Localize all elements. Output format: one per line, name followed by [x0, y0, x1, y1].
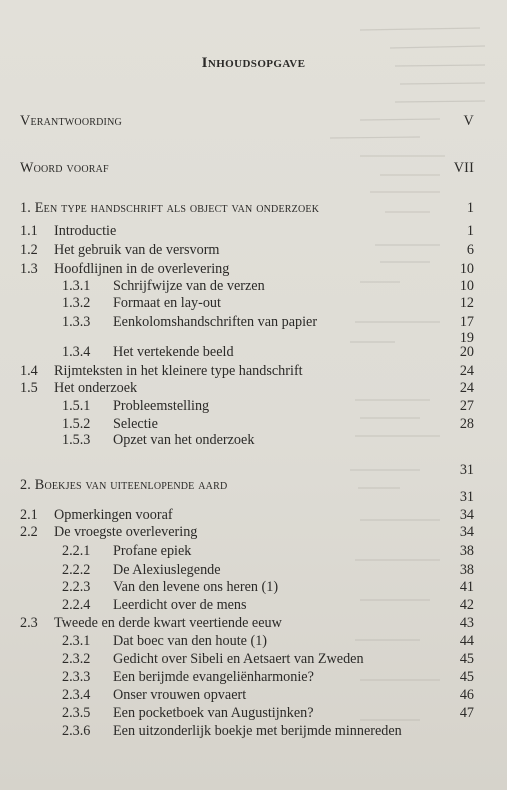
toc-page: 12: [459, 295, 474, 311]
toc-page: 20: [459, 344, 474, 360]
toc-row: [0, 703, 507, 723]
toc-page: 47: [459, 705, 474, 721]
toc-number: 1.3: [20, 261, 38, 277]
toc-title: Het onderzoek: [54, 380, 138, 396]
toc-title: Hoofdlijnen in de overlevering: [54, 261, 230, 277]
toc-number: 2.3.4: [62, 687, 91, 703]
toc-title: Het vertekende beeld: [113, 344, 234, 360]
toc-page: V: [463, 113, 474, 129]
toc-page: 34: [459, 507, 474, 523]
toc-page: 46: [459, 687, 474, 703]
toc-title: Profane epiek: [113, 543, 192, 559]
toc-page: 10: [459, 278, 474, 294]
toc-page: 10: [459, 261, 474, 277]
toc-page: 6: [466, 242, 474, 258]
toc-page: 43: [459, 615, 474, 631]
toc-title: Onser vrouwen opvaert: [113, 687, 247, 703]
toc-number: 2.2.4: [62, 597, 91, 613]
toc-title: Verantwoording: [20, 113, 122, 129]
toc-number: 2.3: [20, 615, 38, 631]
toc-page: 24: [459, 380, 474, 396]
toc-page: 34: [459, 524, 474, 540]
toc-title: Formaat en lay-out: [113, 295, 221, 311]
toc-row: [0, 541, 507, 561]
toc-page: 41: [459, 579, 474, 595]
toc-title: Een pocketboek van Augustijnken?: [113, 705, 314, 721]
toc-page: 24: [459, 363, 474, 379]
chapter-page: 1: [466, 200, 474, 216]
chapter-page: 31: [459, 489, 474, 505]
toc-number: 2.3.1: [62, 633, 91, 649]
toc-row: [0, 721, 507, 741]
toc-number: 2.2.2: [62, 562, 91, 578]
toc-row: [0, 595, 507, 615]
toc-page: VII: [453, 160, 474, 176]
toc-row: [0, 240, 507, 260]
toc-page: 31: [459, 462, 474, 478]
toc-title: Rijmteksten in het kleinere type handschrift: [54, 363, 303, 379]
toc-row: [0, 667, 507, 687]
toc-page: 17: [459, 314, 474, 330]
toc-title: Een berijmde evangeliënharmonie?: [113, 669, 314, 685]
toc-number: 2.3.5: [62, 705, 91, 721]
chapter-title: 2. Boekjes van uiteenlopende aard: [20, 477, 228, 493]
toc-title: De vroegste overlevering: [54, 524, 198, 540]
page-title: Inhoudsopgave: [201, 55, 306, 71]
toc-title: Schrijfwijze van de verzen: [113, 278, 265, 294]
toc-title: Een uitzonderlijk boekje met berijmde minnereden: [113, 723, 402, 739]
toc-title: Introductie: [54, 223, 117, 239]
toc-page: 38: [459, 562, 474, 578]
toc-title: Opmerkingen vooraf: [54, 507, 173, 523]
toc-page: 19: [459, 330, 474, 346]
toc-number: 1.5.3: [62, 432, 91, 448]
toc-number: 1.2: [20, 242, 38, 258]
toc-title: Opzet van het onderzoek: [113, 432, 255, 448]
toc-number: 2.2.1: [62, 543, 91, 559]
toc-page: 44: [459, 633, 474, 649]
toc-page: 42: [459, 597, 474, 613]
toc-number: 2.1: [20, 507, 38, 523]
toc-number: 2.3.6: [62, 723, 91, 739]
chapter-title: 1. Een type handschrift als object van onderzoek: [20, 200, 320, 216]
toc-row: [0, 649, 507, 669]
toc-row: [0, 613, 507, 633]
toc-number: 1.5.2: [62, 416, 91, 432]
toc-page: 28: [459, 416, 474, 432]
toc-number: 1.5.1: [62, 398, 91, 414]
toc-row: [0, 396, 507, 416]
toc-number: 2.3.3: [62, 669, 91, 685]
toc-row: [0, 378, 507, 398]
toc-number: 1.3.3: [62, 314, 91, 330]
toc-title: Woord vooraf: [20, 160, 109, 176]
toc-row: [0, 487, 507, 507]
toc-page: 38: [459, 543, 474, 559]
toc-title: De Alexiuslegende: [113, 562, 221, 578]
toc-row: [0, 631, 507, 651]
toc-title: Eenkolomshandschriften van papier: [113, 314, 318, 330]
toc-page: 1: [466, 223, 474, 239]
toc-title: Probleemstelling: [113, 398, 210, 414]
toc-number: 2.2.3: [62, 579, 91, 595]
toc-row: [0, 158, 507, 178]
toc-number: 1.1: [20, 223, 38, 239]
toc-row: [0, 342, 507, 362]
toc-row: [0, 111, 507, 131]
toc-page: 45: [459, 651, 474, 667]
toc-row: [0, 293, 507, 313]
toc-title: Selectie: [113, 416, 158, 432]
chapter-heading: [0, 198, 507, 218]
toc-title: Dat boec van den houte (1): [113, 633, 268, 649]
toc-row: [0, 577, 507, 597]
toc-title: Gedicht over Sibeli en Aetsaert van Zweden: [113, 651, 364, 667]
toc-row: [0, 430, 507, 450]
toc-row: [0, 685, 507, 705]
toc-number: 2.2: [20, 524, 38, 540]
toc-row: [0, 221, 507, 241]
toc-page: 45: [459, 669, 474, 685]
toc-title: Tweede en derde kwart veertiende eeuw: [54, 615, 282, 631]
toc-title: Van den levene ons heren (1): [113, 579, 279, 595]
toc-number: 1.3.2: [62, 295, 91, 311]
toc-number: 1.4: [20, 363, 38, 379]
toc-number: 1.5: [20, 380, 38, 396]
toc-number: 2.3.2: [62, 651, 91, 667]
toc-page: 27: [459, 398, 474, 414]
toc-row: [0, 522, 507, 542]
toc-number: 1.3.4: [62, 344, 91, 360]
toc-title: Het gebruik van de versvorm: [54, 242, 220, 258]
toc-number: 1.3.1: [62, 278, 91, 294]
toc-title: Leerdicht over de mens: [113, 597, 247, 613]
